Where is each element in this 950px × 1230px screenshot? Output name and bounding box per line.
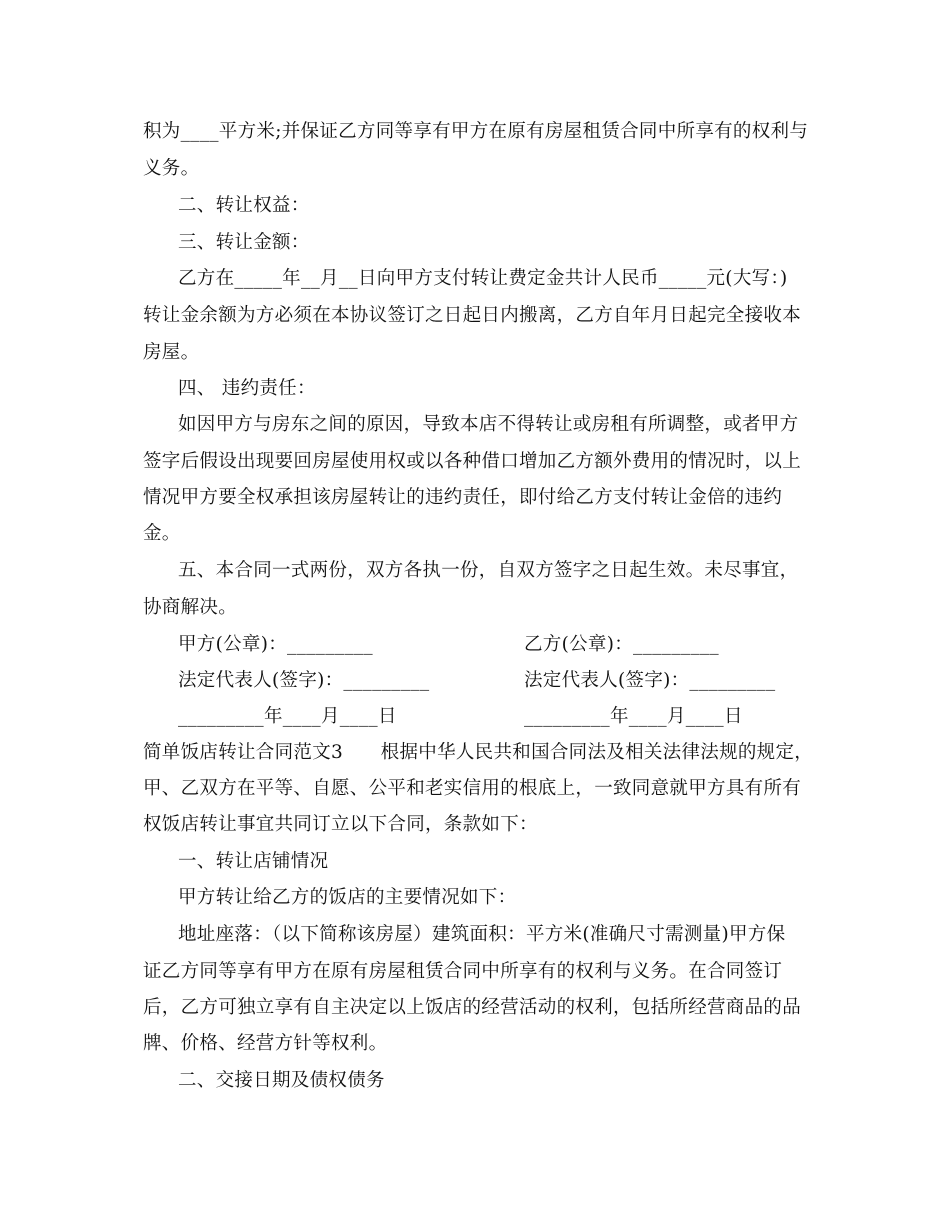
paragraph-line: 甲、乙双方在平等、自愿、公平和老实信用的根底上，一致同意就甲方具有所有 — [143, 778, 802, 799]
party-a-date: _________年____月____日 — [178, 706, 397, 727]
paragraph-line: 转让金余额为方必须在本协议签订之日起日内搬离，乙方自年月日起完全接收本 — [143, 305, 802, 326]
party-a-representative: 法定代表人(签字)：_________ — [178, 670, 430, 691]
party-b-seal: 乙方(公章)：_________ — [524, 634, 719, 655]
paragraph-line: 乙方在_____年__月__日向甲方支付转让费定金共计人民币_____元(大写：) — [178, 268, 788, 289]
party-b-date: _________年____月____日 — [524, 706, 743, 727]
party-b-representative: 法定代表人(签字)：_________ — [524, 670, 776, 691]
paragraph-line: 五、本合同一式两份，双方各执一份，自双方签字之日起生效。未尽事宜， — [178, 560, 799, 581]
paragraph-line: 简单饭店转让合同范文3 根据中华人民共和国合同法及相关法律法规的规定， — [143, 742, 814, 763]
paragraph-line: 牌、价格、经营方针等权利。 — [143, 1033, 388, 1054]
paragraph-line: 金。 — [143, 523, 181, 544]
paragraph-line: 签字后假设出现要回房屋使用权或以各种借口增加乙方额外费用的情况时，以上 — [143, 451, 802, 472]
section-heading: 三、转让金额： — [178, 232, 310, 253]
section-heading: 二、转让权益： — [178, 195, 310, 216]
paragraph-line: 证乙方同等享有甲方在原有房屋租赁合同中所享有的权利与义务。在合同签订 — [143, 961, 783, 982]
paragraph-line: 情况甲方要全权承担该房屋转让的违约责任，即付给乙方支付转让金倍的违约 — [143, 487, 783, 508]
section-heading: 二、交接日期及债权债务 — [178, 1070, 385, 1091]
party-a-seal: 甲方(公章)：_________ — [178, 634, 373, 655]
paragraph-line: 协商解决。 — [143, 597, 238, 618]
paragraph-line: 后，乙方可独立享有自主决定以上饭店的经营活动的权利，包括所经营商品的品 — [143, 997, 802, 1018]
paragraph-line: 权饭店转让事宜共同订立以下合同，条款如下： — [143, 814, 538, 835]
paragraph-line: 义务。 — [143, 158, 200, 179]
paragraph-line: 如因甲方与房东之间的原因，导致本店不得转让或房租有所调整，或者甲方 — [178, 414, 799, 435]
section-heading: 一、转让店铺情况 — [178, 851, 329, 872]
paragraph-line: 房屋。 — [143, 342, 200, 363]
section-heading: 四、 违约责任： — [178, 378, 316, 399]
paragraph-line: 甲方转让给乙方的饭店的主要情况如下： — [178, 887, 517, 908]
paragraph-line: 积为____平方米;并保证乙方同等享有甲方在原有房屋租赁合同中所享有的权利与 — [143, 121, 809, 142]
paragraph-line: 地址座落：（以下简称该房屋）建筑面积：平方米(准确尺寸需测量)甲方保 — [178, 924, 786, 945]
